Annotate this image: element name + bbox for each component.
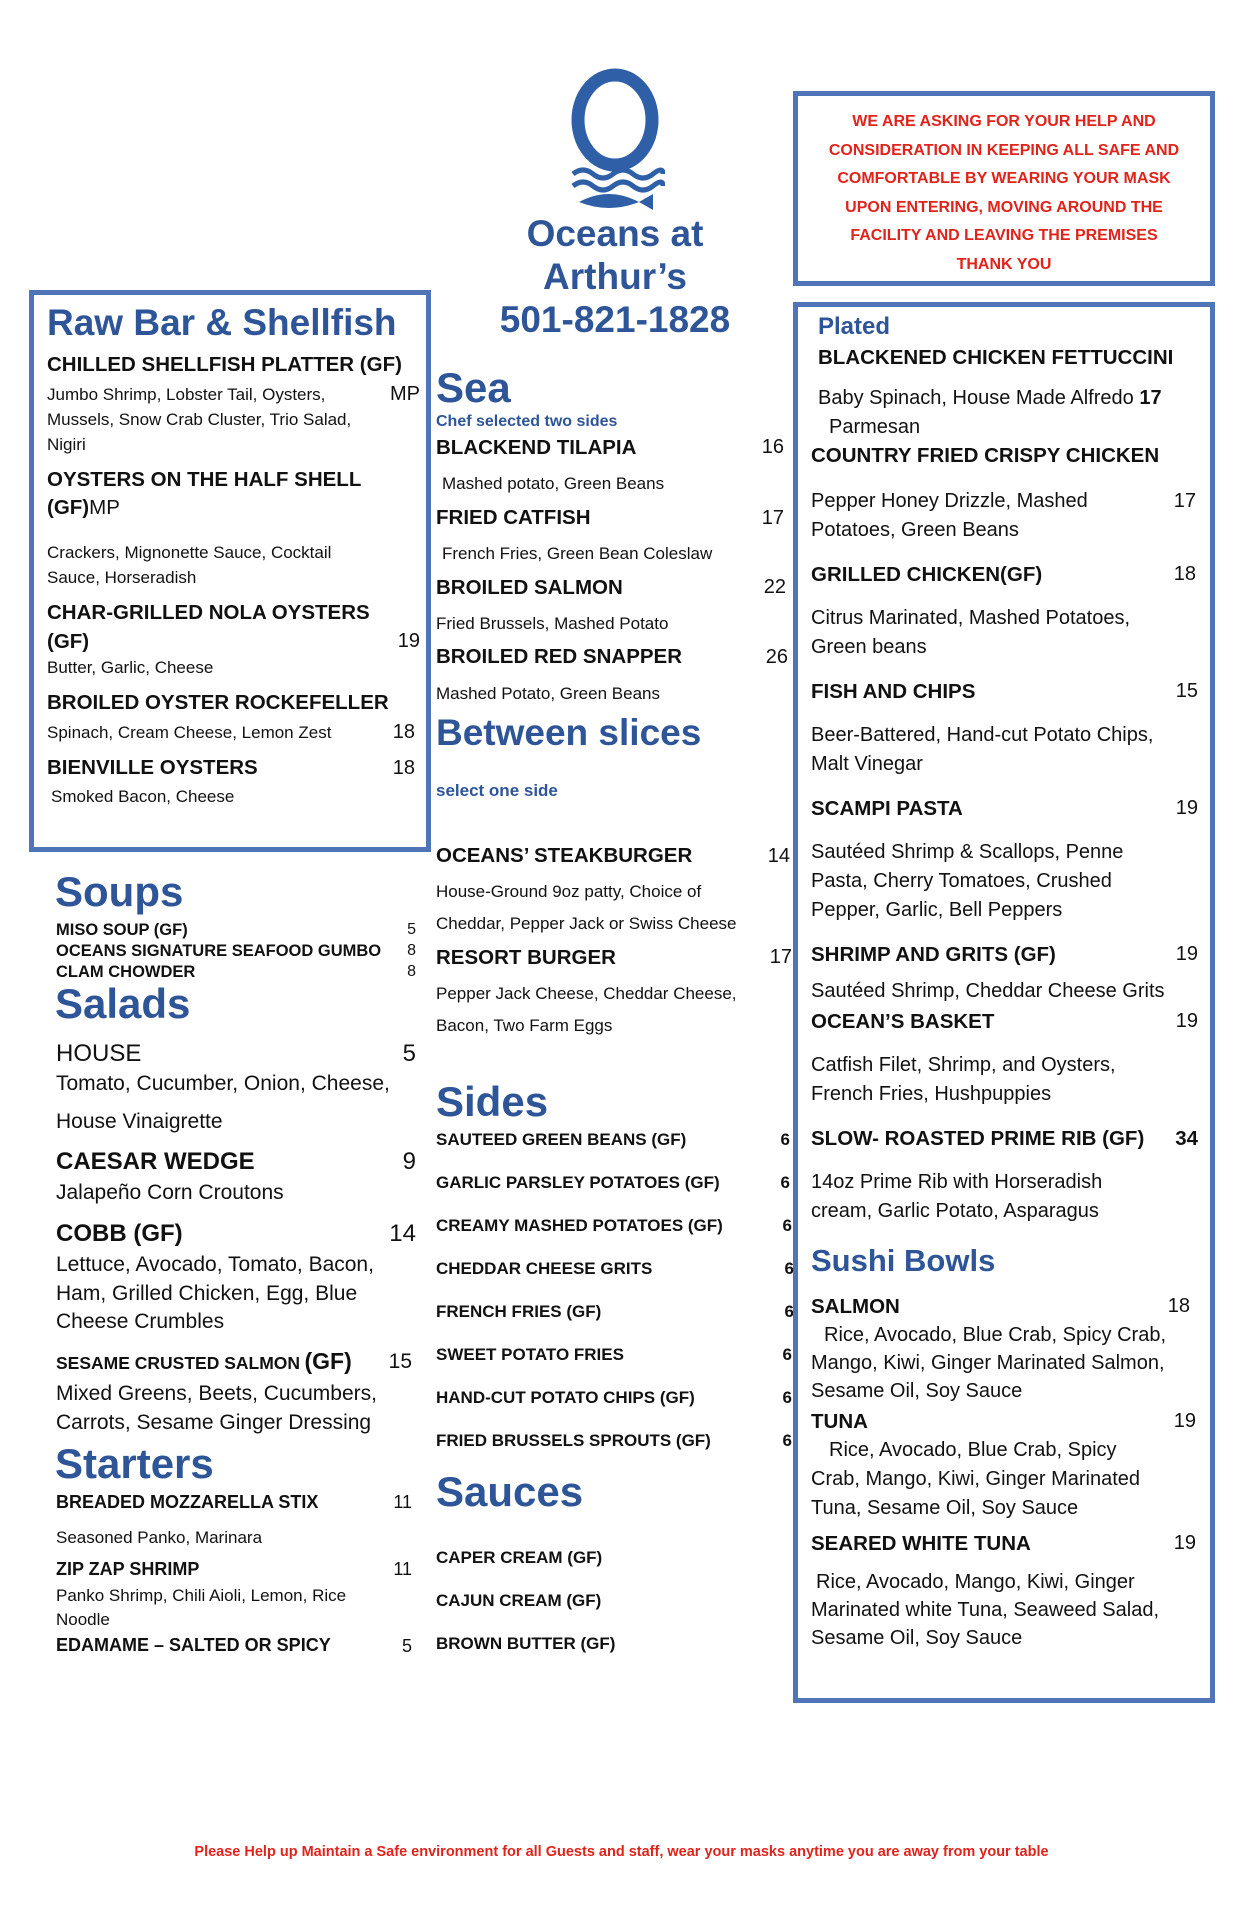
- menu-item-desc: Rice, Avocado, Blue Crab, Spicy Crab,: [824, 1324, 1167, 1346]
- menu-item-desc: Crab, Mango, Kiwi, Ginger Marinated: [811, 1468, 1141, 1490]
- footer-notice: Please Help up Maintain a Safe environment for all Guests and staff, wear your masks anytime you are away from your table: [194, 1844, 1049, 1860]
- menu-item-desc: Pasta, Cherry Tomatoes, Crushed: [811, 870, 1112, 892]
- menu-item-desc: Smoked Bacon, Cheese: [51, 787, 235, 806]
- menu-item-price: 9: [402, 1148, 416, 1175]
- menu-item-desc: Sauce, Horseradish: [47, 568, 197, 587]
- ocean-wave-fish-icon: [565, 62, 665, 212]
- menu-item-desc: Rice, Avocado, Mango, Kiwi, Ginger: [816, 1571, 1135, 1593]
- menu-item-desc: Panko Shrimp, Chili Aioli, Lemon, Rice: [56, 1586, 347, 1605]
- menu-item-desc: Fried Brussels, Mashed Potato: [436, 614, 669, 633]
- menu-item-name: BROILED OYSTER ROCKEFELLER: [47, 691, 389, 714]
- menu-item-desc: Butter, Garlic, Cheese: [47, 658, 214, 677]
- menu-item-desc: Ham, Grilled Chicken, Egg, Blue: [56, 1282, 358, 1305]
- menu-item-name: OYSTERS ON THE HALF SHELL: [47, 468, 362, 491]
- menu-item-price: 6: [782, 1216, 792, 1235]
- menu-item-name: CHEDDAR CHEESE GRITS: [436, 1259, 653, 1278]
- menu-item-desc: House-Ground 9oz patty, Choice of: [436, 882, 702, 901]
- menu-item-name: HOUSE: [56, 1040, 142, 1067]
- sushi-title: Sushi Bowls: [811, 1243, 996, 1278]
- menu-item-name: BREADED MOZZARELLA STIX: [56, 1492, 319, 1512]
- menu-item-desc: Mussels, Snow Crab Cluster, Trio Salad,: [47, 410, 352, 429]
- menu-item-desc: Mixed Greens, Beets, Cucumbers,: [56, 1382, 377, 1405]
- menu-item-name: BROWN BUTTER (GF): [436, 1634, 616, 1653]
- menu-item-price: 6: [784, 1302, 794, 1321]
- menu-item-name: MISO SOUP (GF): [56, 921, 188, 939]
- menu-item-price: 6: [782, 1345, 792, 1364]
- menu-item-name: CAPER CREAM (GF): [436, 1548, 603, 1567]
- menu-item-price: 15: [388, 1350, 412, 1373]
- menu-item-price: 17: [1173, 490, 1196, 512]
- menu-item-desc: House Vinaigrette: [56, 1110, 223, 1133]
- menu-item-gf: (GF): [304, 1348, 352, 1374]
- sides-title: Sides: [436, 1078, 549, 1125]
- mask-notice-line: WE ARE ASKING FOR YOUR HELP AND: [852, 113, 1156, 130]
- menu-item-desc: Carrots, Sesame Ginger Dressing: [56, 1411, 372, 1434]
- menu-item-desc: Jumbo Shrimp, Lobster Tail, Oysters,: [47, 385, 326, 404]
- menu-item-name: BLACKENED CHICKEN FETTUCCINI: [818, 346, 1174, 369]
- menu-item-name: SEARED WHITE TUNA: [811, 1532, 1031, 1555]
- menu-item-name: CAJUN CREAM (GF): [436, 1591, 602, 1610]
- menu-item-name: SHRIMP AND GRITS (GF): [811, 943, 1056, 966]
- menu-item-desc: cream, Garlic Potato, Asparagus: [811, 1200, 1099, 1222]
- menu-item-desc: Sautéed Shrimp, Cheddar Cheese Grits: [811, 980, 1165, 1002]
- restaurant-name-line1: Oceans at: [526, 213, 704, 254]
- menu-item-desc: Cheddar, Pepper Jack or Swiss Cheese: [436, 914, 737, 933]
- menu-item-name: CHILLED SHELLFISH PLATTER (GF): [47, 353, 402, 376]
- menu-item-price: MP: [89, 496, 120, 519]
- menu-item-desc: Bacon, Two Farm Eggs: [436, 1016, 613, 1035]
- menu-item-desc: Jalapeño Corn Croutons: [56, 1181, 284, 1204]
- plated-title: Plated: [818, 313, 891, 340]
- menu-item-name: COUNTRY FRIED CRISPY CHICKEN: [811, 444, 1160, 467]
- menu-item-desc: 14oz Prime Rib with Horseradish: [811, 1171, 1103, 1193]
- menu-item-price: 22: [763, 576, 786, 598]
- menu-item-name: COBB (GF): [56, 1220, 183, 1247]
- menu-item-desc: Pepper Jack Cheese, Cheddar Cheese,: [436, 984, 737, 1003]
- menu-item-price: 14: [767, 845, 790, 867]
- menu-item-desc: Tomato, Cucumber, Onion, Cheese,: [56, 1072, 390, 1095]
- menu-item-desc: Sesame Oil, Soy Sauce: [811, 1380, 1023, 1402]
- menu-item-name: ZIP ZAP SHRIMP: [56, 1559, 200, 1579]
- menu-item-name: SAUTEED GREEN BEANS (GF): [436, 1130, 687, 1149]
- menu-item-name: GRILLED CHICKEN(GF): [811, 563, 1043, 586]
- mask-notice-line: FACILITY AND LEAVING THE PREMISES: [850, 227, 1158, 244]
- menu-item-desc: Tuna, Sesame Oil, Soy Sauce: [811, 1497, 1079, 1519]
- menu-item-price: 11: [393, 1559, 412, 1579]
- menu-item-desc: French Fries, Green Bean Coleslaw: [442, 544, 713, 563]
- menu-item-name: (GF): [47, 630, 90, 653]
- menu-item-price: 17: [761, 507, 784, 529]
- menu-item-desc: Crackers, Mignonette Sauce, Cocktail: [47, 543, 332, 562]
- menu-item-name: OCEAN’S BASKET: [811, 1010, 995, 1033]
- menu-item-name: EDAMAME – SALTED OR SPICY: [56, 1635, 331, 1655]
- menu-item-name: TUNA: [811, 1410, 868, 1433]
- menu-item-name: BROILED RED SNAPPER: [436, 645, 683, 668]
- menu-item-desc: Noodle: [56, 1610, 110, 1629]
- restaurant-phone: 501-821-1828: [499, 299, 731, 340]
- menu-item-name: OCEANS’ STEAKBURGER: [436, 844, 693, 867]
- menu-item-price: 15: [1175, 680, 1198, 702]
- salads-title: Salads: [55, 980, 191, 1027]
- menu-item-desc: Pepper Honey Drizzle, Mashed: [811, 490, 1088, 512]
- menu-item-name: SALMON: [811, 1295, 900, 1318]
- menu-item-name: SESAME CRUSTED SALMON: [56, 1353, 301, 1373]
- menu-item-price: 14: [389, 1220, 416, 1247]
- menu-item-price: 16: [761, 436, 784, 458]
- menu-item-price: 19: [1173, 1410, 1196, 1432]
- menu-item-price: 19: [1175, 943, 1198, 965]
- menu-item-desc: Parmesan: [829, 416, 921, 438]
- soups-title: Soups: [55, 868, 184, 915]
- starters-title: Starters: [55, 1440, 214, 1487]
- menu-item-desc: Spinach, Cream Cheese, Lemon Zest: [47, 723, 332, 742]
- menu-item-price: 5: [401, 1636, 412, 1656]
- menu-item-price: 26: [765, 646, 788, 668]
- menu-item-desc: Cheese Crumbles: [56, 1310, 225, 1333]
- menu-item-name: OCEANS SIGNATURE SEAFOOD GUMBO: [56, 942, 382, 960]
- sea-title: Sea: [436, 364, 511, 411]
- menu-item-price: 19: [1175, 797, 1198, 819]
- menu-item-name: FRIED CATFISH: [436, 506, 591, 529]
- restaurant-name-line2: Arthur’s: [543, 256, 687, 297]
- menu-item-price: 17: [1139, 387, 1162, 409]
- menu-item-name: FRENCH FRIES (GF): [436, 1302, 602, 1321]
- menu-item-desc: Malt Vinegar: [811, 753, 923, 775]
- menu-item-name: HAND-CUT POTATO CHIPS (GF): [436, 1388, 695, 1407]
- menu-item-price: 5: [407, 921, 416, 938]
- menu-item-desc: Lettuce, Avocado, Tomato, Bacon,: [56, 1253, 374, 1276]
- menu-item-price: 6: [780, 1130, 790, 1149]
- menu-item-desc: Seasoned Panko, Marinara: [56, 1528, 263, 1547]
- menu-item-desc: Mashed Potato, Green Beans: [436, 684, 660, 703]
- menu-item-desc: Beer-Battered, Hand-cut Potato Chips,: [811, 724, 1154, 746]
- menu-item-desc: French Fries, Hushpuppies: [811, 1083, 1052, 1105]
- menu-item-price: 19: [1173, 1532, 1196, 1554]
- between-slices-subtitle: select one side: [436, 781, 558, 800]
- menu-item-name: CLAM CHOWDER: [56, 963, 196, 981]
- menu-item-desc: Pepper, Garlic, Bell Peppers: [811, 899, 1063, 921]
- menu-item-desc: Mango, Kiwi, Ginger Marinated Salmon,: [811, 1352, 1165, 1374]
- menu-item-name: CHAR-GRILLED NOLA OYSTERS: [47, 601, 370, 624]
- menu-item-price: 18: [392, 721, 415, 743]
- menu-item-name: SCAMPI PASTA: [811, 797, 963, 820]
- menu-item-name: BIENVILLE OYSTERS: [47, 756, 258, 779]
- menu-item-name: FRIED BRUSSELS SPROUTS (GF): [436, 1431, 711, 1450]
- menu-item-price: 6: [780, 1173, 790, 1192]
- menu-item-desc: Rice, Avocado, Blue Crab, Spicy: [829, 1439, 1117, 1461]
- menu-item-name: CREAMY MASHED POTATOES (GF): [436, 1216, 723, 1235]
- menu-item-price: 17: [769, 946, 792, 968]
- menu-item-name: GARLIC PARSLEY POTATOES (GF): [436, 1173, 720, 1192]
- menu-item-price: 5: [402, 1040, 416, 1067]
- menu-item-desc: Sautéed Shrimp & Scallops, Penne: [811, 841, 1124, 863]
- menu-item-price: 11: [393, 1492, 412, 1512]
- menu-item-desc: Marinated white Tuna, Seaweed Salad,: [811, 1599, 1159, 1621]
- menu-item-price: 8: [407, 942, 416, 959]
- menu-item-name: BROILED SALMON: [436, 576, 623, 599]
- mask-notice-line: COMFORTABLE BY WEARING YOUR MASK: [837, 170, 1171, 187]
- menu-item-price: 6: [782, 1431, 792, 1450]
- menu-item-name: (GF): [47, 496, 90, 519]
- menu-item-desc: Citrus Marinated, Mashed Potatoes,: [811, 607, 1131, 629]
- menu-item-name: BLACKEND TILAPIA: [436, 436, 637, 459]
- menu-item-price: 18: [1173, 563, 1196, 585]
- menu-item-name: FISH AND CHIPS: [811, 680, 976, 703]
- menu-item-price: 19: [1175, 1010, 1198, 1032]
- menu-item-name: SWEET POTATO FRIES: [436, 1345, 624, 1364]
- menu-item-price: 19: [397, 630, 420, 652]
- logo: [565, 62, 665, 212]
- menu-item-price: 34: [1175, 1127, 1198, 1150]
- menu-item-price: 6: [782, 1388, 792, 1407]
- menu-item-name: RESORT BURGER: [436, 946, 616, 969]
- menu-item-price: 8: [407, 963, 416, 980]
- menu-item-desc: Catfish Filet, Shrimp, and Oysters,: [811, 1054, 1116, 1076]
- menu-item-desc: Potatoes, Green Beans: [811, 519, 1019, 541]
- menu-item-name: SLOW- ROASTED PRIME RIB (GF): [811, 1127, 1145, 1150]
- mask-notice-line: UPON ENTERING, MOVING AROUND THE: [845, 198, 1163, 216]
- menu-item-desc: Mashed potato, Green Beans: [442, 474, 665, 493]
- menu-item-price: 18: [1167, 1295, 1190, 1317]
- menu-item-desc: Nigiri: [47, 435, 86, 454]
- between-slices-title: Between slices: [436, 712, 702, 753]
- menu-item-desc: Sesame Oil, Soy Sauce: [811, 1627, 1023, 1649]
- mask-notice-line: CONSIDERATION IN KEEPING ALL SAFE AND: [828, 141, 1180, 159]
- sauces-title: Sauces: [436, 1468, 584, 1515]
- menu-item-name: CAESAR WEDGE: [56, 1148, 255, 1175]
- mask-notice-box: [793, 91, 1215, 286]
- menu-item-price: MP: [390, 383, 420, 405]
- menu-item-price: 18: [392, 757, 415, 779]
- menu-item-desc: Baby Spinach, House Made Alfredo: [818, 387, 1134, 409]
- menu-item-price: 6: [784, 1259, 794, 1278]
- raw-bar-title: Raw Bar & Shellfish: [47, 302, 397, 343]
- mask-notice-line: THANK YOU: [956, 255, 1052, 273]
- menu-item-desc: Green beans: [811, 636, 927, 658]
- sea-subtitle: Chef selected two sides: [436, 413, 618, 430]
